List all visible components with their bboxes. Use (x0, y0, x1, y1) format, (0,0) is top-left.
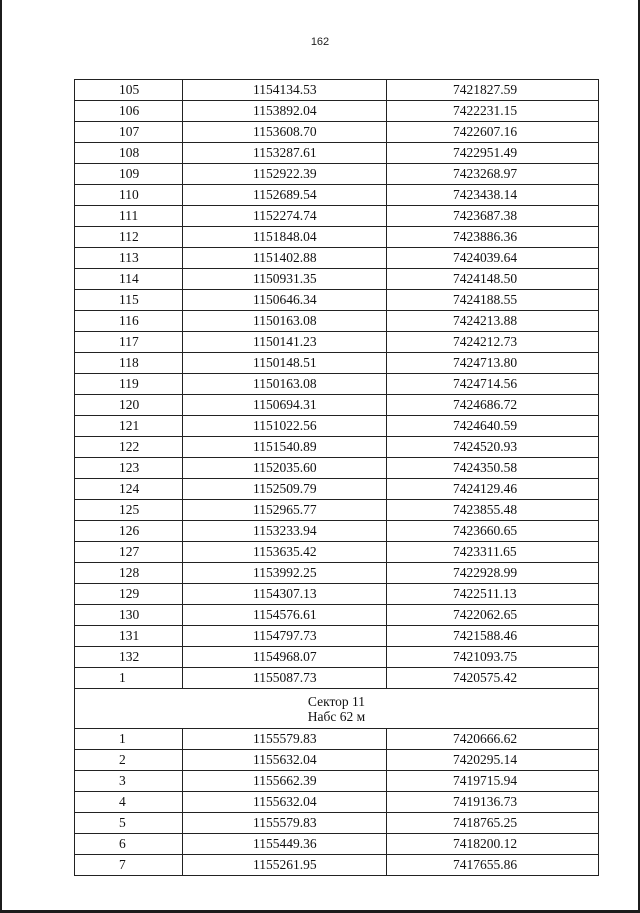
table-row (75, 164, 599, 185)
page-number: 162 (310, 36, 330, 48)
x-coordinate-cell: 1150148.51 (183, 353, 387, 374)
table-row (75, 855, 599, 876)
y-coordinate-cell: 7420575.42 (387, 668, 599, 689)
point-number-cell: 126 (75, 521, 183, 542)
table-row (75, 437, 599, 458)
x-coordinate-cell: 1154576.61 (183, 605, 387, 626)
y-coordinate-cell: 7424148.50 (387, 269, 599, 290)
x-coordinate-cell: 1153992.25 (183, 563, 387, 584)
x-coordinate-cell: 1150931.35 (183, 269, 387, 290)
x-coordinate-cell: 1151848.04 (183, 227, 387, 248)
table-row (75, 521, 599, 542)
x-coordinate-cell: 1153608.70 (183, 122, 387, 143)
x-coordinate-cell: 1155449.36 (183, 834, 387, 855)
point-number-cell: 110 (75, 185, 183, 206)
point-number-cell: 129 (75, 584, 183, 605)
y-coordinate-cell: 7424713.80 (387, 353, 599, 374)
point-number-cell: 106 (75, 101, 183, 122)
point-number-cell: 119 (75, 374, 183, 395)
table-row (75, 395, 599, 416)
table-row (75, 500, 599, 521)
point-number-cell: 130 (75, 605, 183, 626)
table-row (75, 143, 599, 164)
point-number-cell: 116 (75, 311, 183, 332)
x-coordinate-cell: 1155087.73 (183, 668, 387, 689)
coordinates-table-bottom (75, 729, 599, 876)
table-row (75, 605, 599, 626)
x-coordinate-cell: 1150163.08 (183, 311, 387, 332)
table-row (75, 584, 599, 605)
x-coordinate-cell: 1152035.60 (183, 458, 387, 479)
point-number-cell: 105 (75, 80, 183, 101)
table-row (75, 750, 599, 771)
y-coordinate-cell: 7424640.59 (387, 416, 599, 437)
x-coordinate-cell: 1155579.83 (183, 729, 387, 750)
point-number-cell: 3 (75, 771, 183, 792)
x-coordinate-cell: 1150163.08 (183, 374, 387, 395)
point-number-cell: 2 (75, 750, 183, 771)
table-row (75, 416, 599, 437)
x-coordinate-cell: 1151402.88 (183, 248, 387, 269)
y-coordinate-cell: 7424350.58 (387, 458, 599, 479)
x-coordinate-cell: 1150141.23 (183, 332, 387, 353)
x-coordinate-cell: 1153635.42 (183, 542, 387, 563)
x-coordinate-cell: 1155632.04 (183, 750, 387, 771)
table-row (75, 479, 599, 500)
point-number-cell: 111 (75, 206, 183, 227)
x-coordinate-cell: 1154797.73 (183, 626, 387, 647)
point-number-cell: 127 (75, 542, 183, 563)
y-coordinate-cell: 7421588.46 (387, 626, 599, 647)
table-row (75, 834, 599, 855)
point-number-cell: 1 (75, 729, 183, 750)
y-coordinate-cell: 7424520.93 (387, 437, 599, 458)
sector-header-cell (75, 689, 599, 729)
y-coordinate-cell: 7423438.14 (387, 185, 599, 206)
page-edge-left (0, 0, 2, 913)
sector-header-group (75, 689, 599, 729)
y-coordinate-cell: 7423268.97 (387, 164, 599, 185)
table-row (75, 626, 599, 647)
point-number-cell: 124 (75, 479, 183, 500)
x-coordinate-cell: 1152274.74 (183, 206, 387, 227)
y-coordinate-cell: 7424039.64 (387, 248, 599, 269)
point-number-cell: 5 (75, 813, 183, 834)
point-number-cell: 114 (75, 269, 183, 290)
y-coordinate-cell: 7420295.14 (387, 750, 599, 771)
table-row (75, 668, 599, 689)
x-coordinate-cell: 1152965.77 (183, 500, 387, 521)
table-row (75, 332, 599, 353)
x-coordinate-cell: 1151540.89 (183, 437, 387, 458)
x-coordinate-cell: 1150694.31 (183, 395, 387, 416)
point-number-cell: 122 (75, 437, 183, 458)
point-number-cell: 1 (75, 668, 183, 689)
table-row (75, 647, 599, 668)
y-coordinate-cell: 7423886.36 (387, 227, 599, 248)
table-row (75, 311, 599, 332)
table-row (75, 227, 599, 248)
table-row (75, 185, 599, 206)
point-number-cell: 107 (75, 122, 183, 143)
point-number-cell: 117 (75, 332, 183, 353)
x-coordinate-cell: 1151022.56 (183, 416, 387, 437)
y-coordinate-cell: 7417655.86 (387, 855, 599, 876)
table-row (75, 792, 599, 813)
table-row (75, 563, 599, 584)
table-row (75, 206, 599, 227)
y-coordinate-cell: 7418200.12 (387, 834, 599, 855)
point-number-cell: 132 (75, 647, 183, 668)
sector-title: Сектор 11 (307, 693, 366, 709)
point-number-cell: 121 (75, 416, 183, 437)
table-row (75, 813, 599, 834)
y-coordinate-cell: 7423311.65 (387, 542, 599, 563)
x-coordinate-cell: 1154134.53 (183, 80, 387, 101)
point-number-cell: 123 (75, 458, 183, 479)
sector-height: Набс 62 м (307, 708, 366, 724)
table-row (75, 729, 599, 750)
point-number-cell: 108 (75, 143, 183, 164)
y-coordinate-cell: 7424213.88 (387, 311, 599, 332)
point-number-cell: 6 (75, 834, 183, 855)
point-number-cell: 115 (75, 290, 183, 311)
table-row (75, 101, 599, 122)
y-coordinate-cell: 7421093.75 (387, 647, 599, 668)
y-coordinate-cell: 7419715.94 (387, 771, 599, 792)
point-number-cell: 7 (75, 855, 183, 876)
y-coordinate-cell: 7422511.13 (387, 584, 599, 605)
y-coordinate-cell: 7424212.73 (387, 332, 599, 353)
y-coordinate-cell: 7424686.72 (387, 395, 599, 416)
coordinates-table-top (75, 80, 599, 689)
coordinates-table (74, 79, 599, 876)
x-coordinate-cell: 1155579.83 (183, 813, 387, 834)
point-number-cell: 118 (75, 353, 183, 374)
x-coordinate-cell: 1155261.95 (183, 855, 387, 876)
table-row (75, 771, 599, 792)
point-number-cell: 125 (75, 500, 183, 521)
table-row (75, 80, 599, 101)
x-coordinate-cell: 1154968.07 (183, 647, 387, 668)
sector-header-row (75, 689, 599, 729)
table-row (75, 122, 599, 143)
x-coordinate-cell: 1152922.39 (183, 164, 387, 185)
x-coordinate-cell: 1155662.39 (183, 771, 387, 792)
y-coordinate-cell: 7422231.15 (387, 101, 599, 122)
x-coordinate-cell: 1155632.04 (183, 792, 387, 813)
y-coordinate-cell: 7418765.25 (387, 813, 599, 834)
point-number-cell: 4 (75, 792, 183, 813)
point-number-cell: 131 (75, 626, 183, 647)
point-number-cell: 120 (75, 395, 183, 416)
y-coordinate-cell: 7423855.48 (387, 500, 599, 521)
y-coordinate-cell: 7424714.56 (387, 374, 599, 395)
table-row (75, 458, 599, 479)
y-coordinate-cell: 7419136.73 (387, 792, 599, 813)
point-number-cell: 128 (75, 563, 183, 584)
table-row (75, 248, 599, 269)
table-row (75, 353, 599, 374)
y-coordinate-cell: 7421827.59 (387, 80, 599, 101)
y-coordinate-cell: 7422062.65 (387, 605, 599, 626)
y-coordinate-cell: 7422607.16 (387, 122, 599, 143)
y-coordinate-cell: 7423660.65 (387, 521, 599, 542)
x-coordinate-cell: 1152509.79 (183, 479, 387, 500)
y-coordinate-cell: 7424188.55 (387, 290, 599, 311)
x-coordinate-cell: 1150646.34 (183, 290, 387, 311)
table-row (75, 269, 599, 290)
point-number-cell: 109 (75, 164, 183, 185)
y-coordinate-cell: 7423687.38 (387, 206, 599, 227)
table-row (75, 374, 599, 395)
point-number-cell: 112 (75, 227, 183, 248)
x-coordinate-cell: 1154307.13 (183, 584, 387, 605)
y-coordinate-cell: 7424129.46 (387, 479, 599, 500)
x-coordinate-cell: 1153287.61 (183, 143, 387, 164)
y-coordinate-cell: 7420666.62 (387, 729, 599, 750)
table-row (75, 542, 599, 563)
x-coordinate-cell: 1152689.54 (183, 185, 387, 206)
y-coordinate-cell: 7422928.99 (387, 563, 599, 584)
table-row (75, 290, 599, 311)
y-coordinate-cell: 7422951.49 (387, 143, 599, 164)
point-number-cell: 113 (75, 248, 183, 269)
x-coordinate-cell: 1153892.04 (183, 101, 387, 122)
x-coordinate-cell: 1153233.94 (183, 521, 387, 542)
